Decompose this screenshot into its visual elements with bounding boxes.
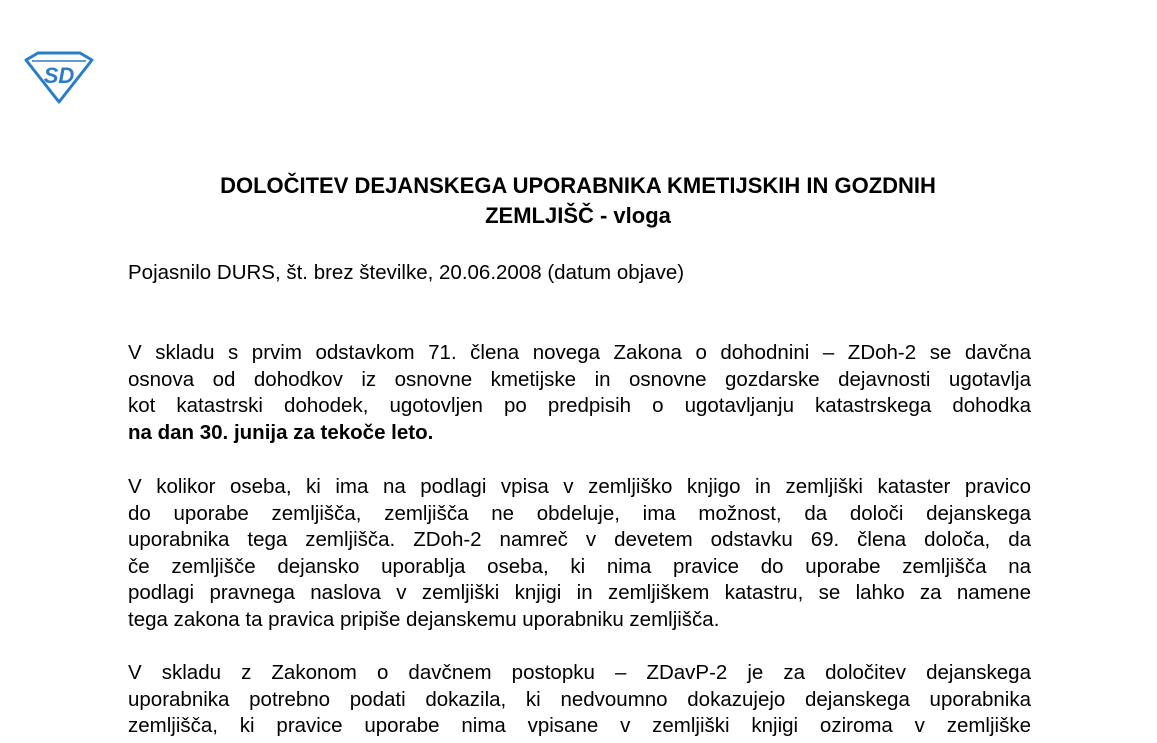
- sd-logo: [22, 50, 96, 104]
- paragraph-line: tega zakona ta pravica pripiše dejanskemu uporabniku zemljišča.: [128, 607, 720, 631]
- paragraph-line: V skladu s prvim odstavkom 71. člena novega Zakona o dohodnini – ZDoh-2 se davčna: [128, 341, 1031, 364]
- paragraph-line: kot katastrski dohodek, ugotovljen po predpisih o ugotavljanju katastrskega dohodka: [128, 394, 1031, 417]
- paragraph-1: [128, 340, 1031, 446]
- paragraph-line: do uporabe zemljišča, zemljišča ne obdeluje, ima možnost, da določi dejanskega: [128, 501, 1031, 525]
- paragraph-3: [128, 660, 1031, 740]
- paragraph-line: uporabnika potrebno podati dokazila, ki nedvoumno dokazujejo dejanskega uporabnika: [128, 687, 1031, 711]
- paragraph-line: podlagi pravnega naslova v zemljiški knjigi in zemljiškem katastru, se lahko za namene: [128, 581, 1031, 604]
- bold-text: na dan 30. junija za tekoče leto.: [128, 420, 434, 444]
- paragraph-line: zemljišča, ki pravice uporabe nima vpisane v zemljiški knjigi oziroma v zemljiške: [128, 714, 1031, 737]
- title-line-1: DOLOČITEV DEJANSKEGA UPORABNIKA KMETIJSKIH IN GOZDNIH: [220, 173, 936, 198]
- paragraph-line: uporabnika tega zemljišča. ZDoh-2 namreč v devetem odstavku 69. člena določa, da: [128, 528, 1031, 551]
- paragraph-line: V skladu z Zakonom o davčnem postopku – ZDavP-2 je za določitev dejanskega: [128, 661, 1031, 684]
- logo-text: SD: [43, 63, 75, 88]
- paragraph-2: [128, 474, 1031, 633]
- document-subtitle: Pojasnilo DURS, št. brez številke, 20.06.2008 (datum objave): [128, 261, 685, 284]
- title-line-2: ZEMLJIŠČ - vloga: [485, 203, 671, 228]
- paragraph-line-bold: [128, 420, 1031, 447]
- paragraph-line: če zemljišče dejansko uporablja oseba, ki nima pravice do uporabe zemljišča na: [128, 554, 1031, 578]
- paragraph-line: V kolikor oseba, ki ima na podlagi vpisa v zemljiško knjigo in zemljiški kataster pravico: [128, 475, 1031, 498]
- document-title: [126, 171, 1030, 231]
- paragraph-line: osnova od dohodkov iz osnovne kmetijske in osnovne gozdarske dejavnosti ugotavlja: [128, 367, 1031, 391]
